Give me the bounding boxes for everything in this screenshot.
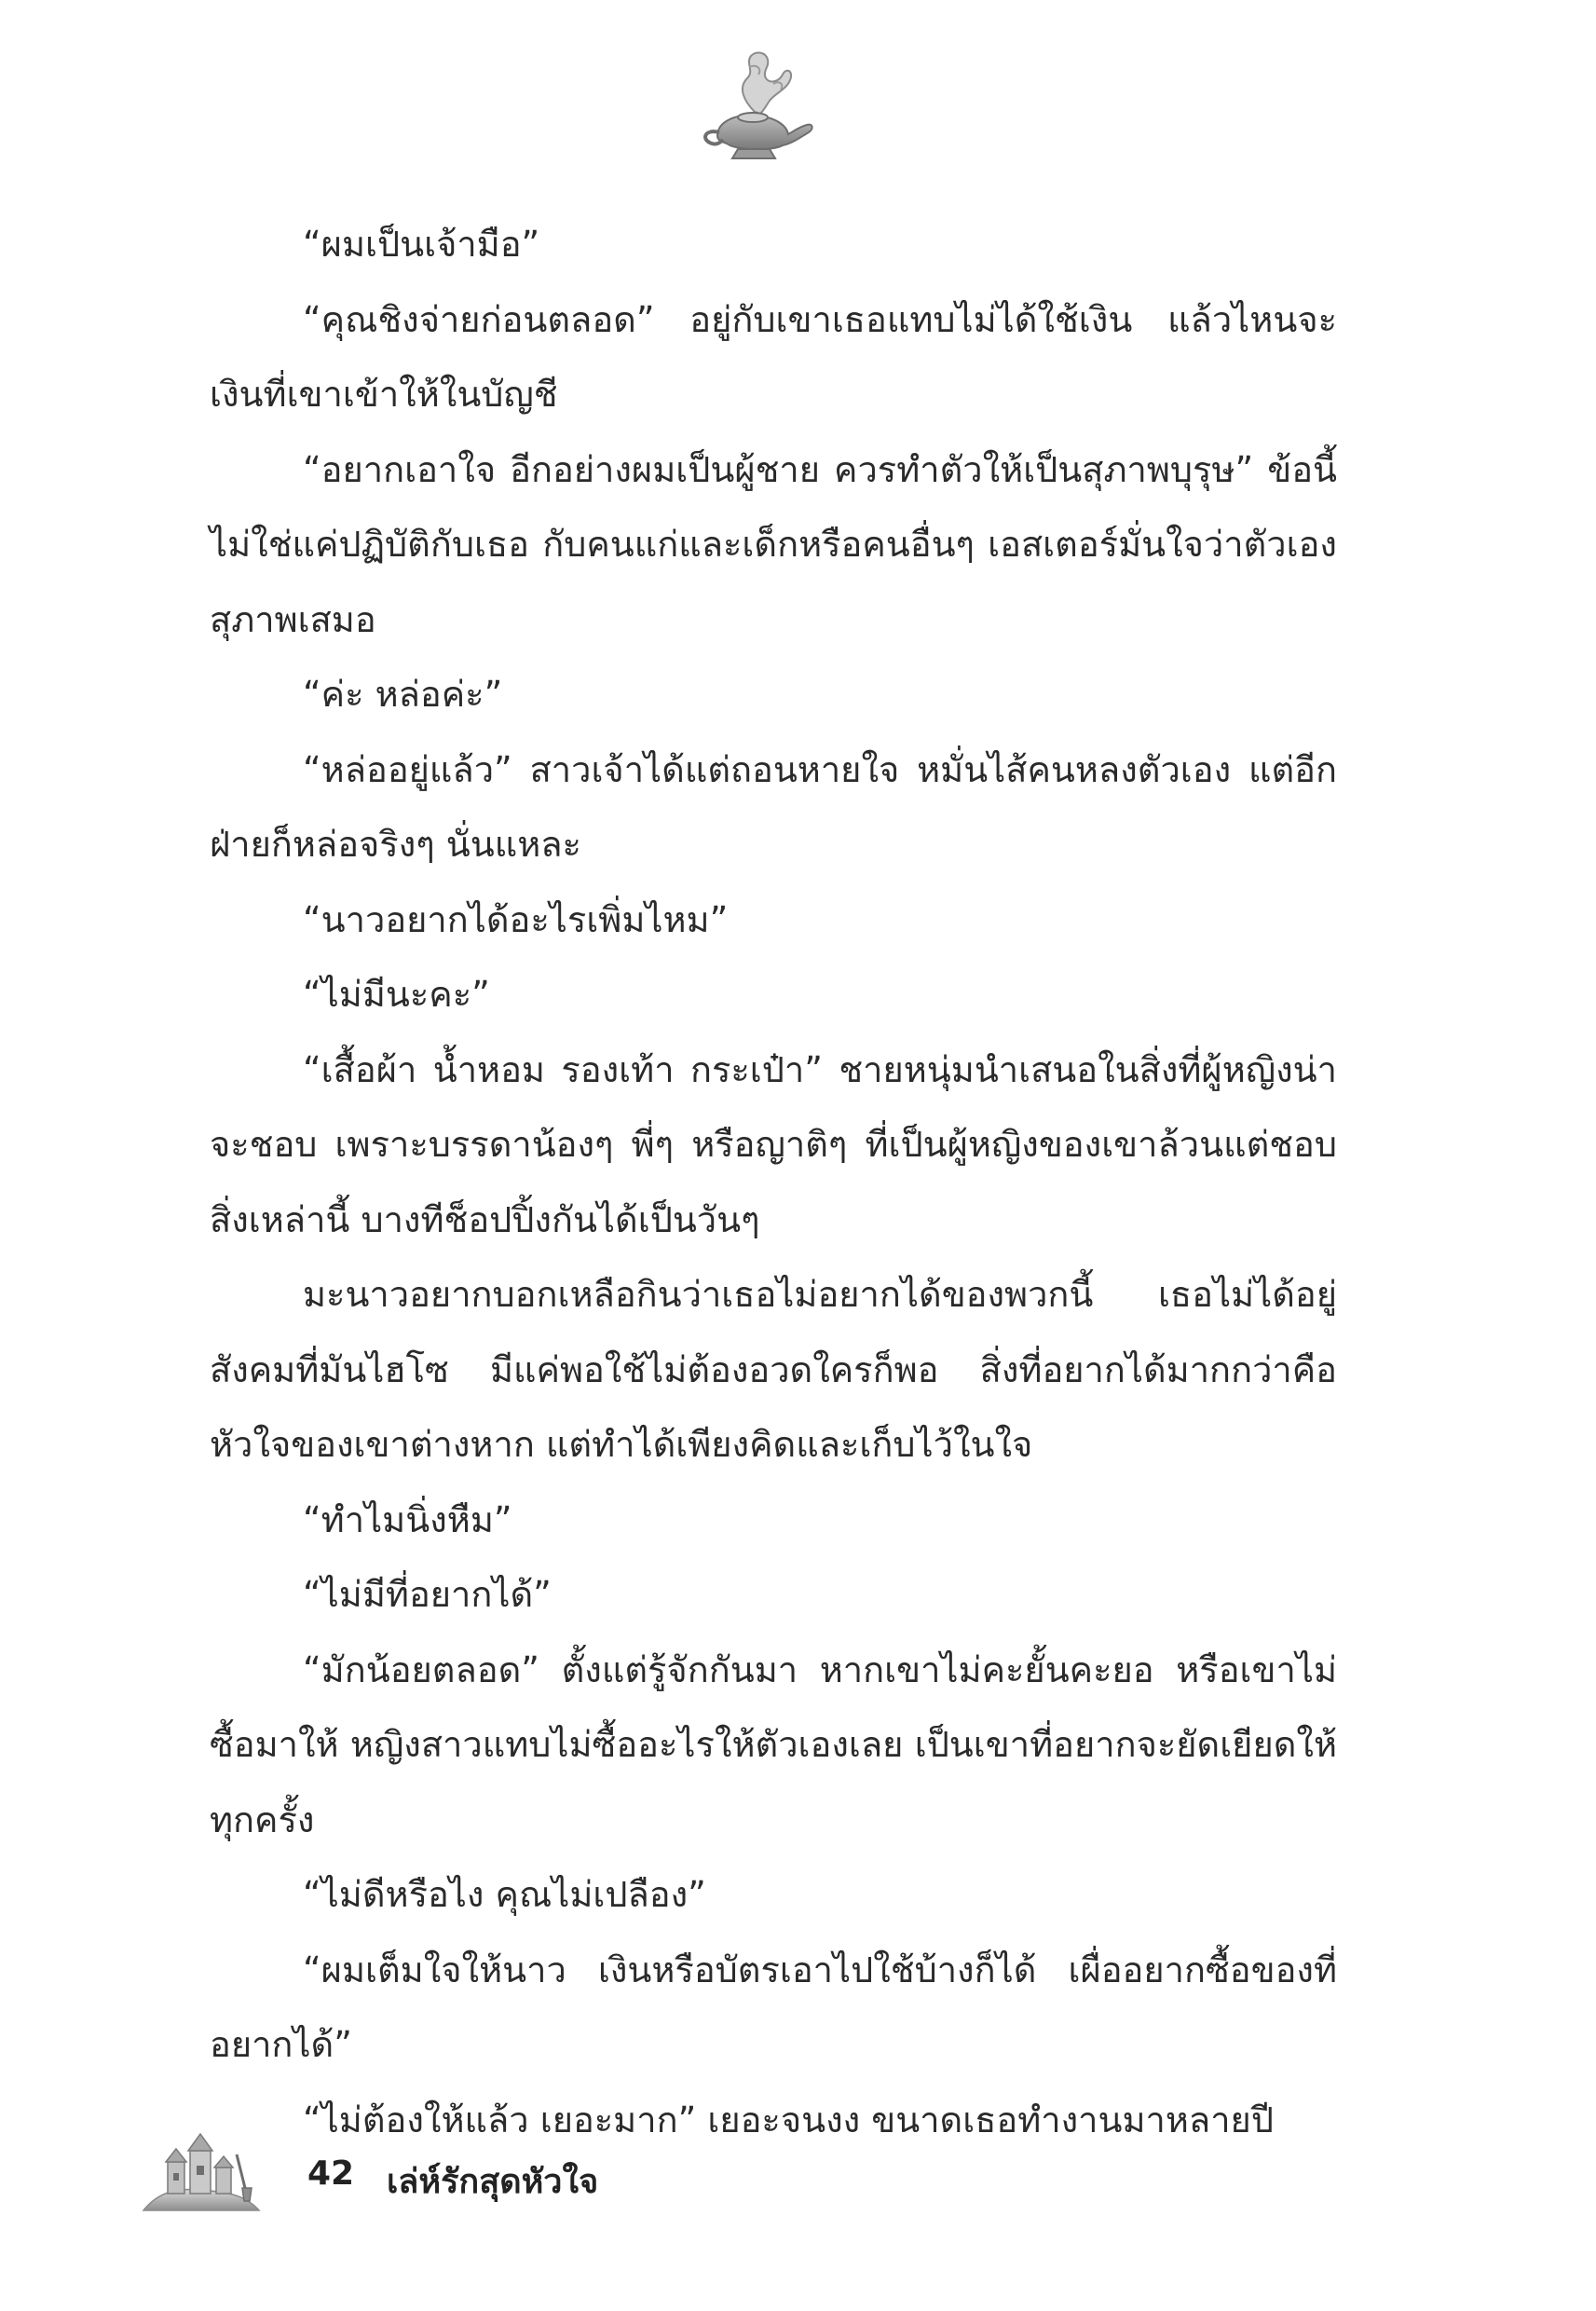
paragraph: “ค่ะ หล่อค่ะ” xyxy=(303,674,503,715)
paragraph: “มักน้อยตลอด” ตั้งแต่รู้จักกันมา หากเขาไม่คะยั้นคะยอ หรือเขาไม่ซื้อมาให้ หญิงสาวแทบไม่ซื้ออะไรให้ตัวเองเลย เป็นเขาที่อยากจะยัดเยียดให้ทุกครั้ง xyxy=(210,1648,1337,1840)
paragraph: “ผมเป็นเจ้ามือ” xyxy=(303,224,540,265)
paragraph: “ผมเต็มใจให้นาว เงินหรือบัตรเอาไปใช้บ้างก็ได้ เผื่ออยากซื้อของที่อยากได้” xyxy=(210,1949,1337,2065)
paragraph: “ไม่มีที่อยากได้” xyxy=(303,1574,552,1615)
paragraph: “เสื้อผ้า น้ำหอม รองเท้า กระเป๋า” ชายหนุ่มนำเสนอในสิ่งที่ผู้หญิงน่าจะชอบ เพราะบรรดาน้องๆ พี่ๆ หรือญาติๆ ที่เป็นผู้หญิงของเขาล้วนแต่ชอบสิ่งเหล่านี้ บางทีช็อปปิ้งกันได้เป็นวันๆ xyxy=(210,1048,1337,1240)
paragraph: “ไม่ดีหรือไง คุณไม่เปลือง” xyxy=(303,1874,706,1915)
chapter-body xyxy=(210,207,1337,2157)
genie-lamp-icon xyxy=(689,47,820,168)
page-number: 42 xyxy=(307,2154,355,2193)
page-footer xyxy=(140,2113,792,2216)
paragraph: “หล่ออยู่แล้ว” สาวเจ้าได้แต่ถอนหายใจ หมั่นไส้คนหลงตัวเอง แต่อีกฝ่ายก็หล่อจริงๆ นั่นแหละ xyxy=(210,748,1337,865)
paragraph: “ทำไมนิ่งหืม” xyxy=(303,1498,512,1540)
paragraph: “นาวอยากได้อะไรเพิ่มไหม” xyxy=(303,898,729,940)
paragraph: “ไม่ต้องให้แล้ว เยอะมาก” เยอะจนงง ขนาดเธอทำงานมาหลายปี xyxy=(303,2099,1274,2140)
paragraph: “คุณชิงจ่ายก่อนตลอด” อยู่กับเขาเธอแทบไม่ได้ใช้เงิน แล้วไหนจะเงินที่เขาเข้าให้ในบัญชี xyxy=(210,298,1337,415)
book-title: เล่ห์รักสุดหัวใจ xyxy=(387,2163,599,2201)
sandcastle-icon xyxy=(140,2113,261,2216)
paragraph: “อยากเอาใจ อีกอย่างผมเป็นผู้ชาย ควรทำตัวให้เป็นสุภาพบุรุษ” ข้อนี้ไม่ใช่แค่ปฏิบัติกับเธอ กับคนแก่และเด็กหรือคนอื่นๆ เอสเตอร์มั่นใจว่าตัวเองสุภาพเสมอ xyxy=(210,448,1337,640)
paragraph: “ไม่มีนะคะ” xyxy=(303,974,490,1015)
paragraph: มะนาวอยากบอกเหลือกินว่าเธอไม่อยากได้ของพวกนี้ เธอไม่ได้อยู่สังคมที่มันไฮโซ มีแค่พอใช้ไม่ต้องอวดใครก็พอ สิ่งที่อยากได้มากกว่าคือหัวใจของเขาต่างหาก แต่ทำได้เพียงคิดและเก็บไว้ในใจ xyxy=(210,1274,1337,1465)
